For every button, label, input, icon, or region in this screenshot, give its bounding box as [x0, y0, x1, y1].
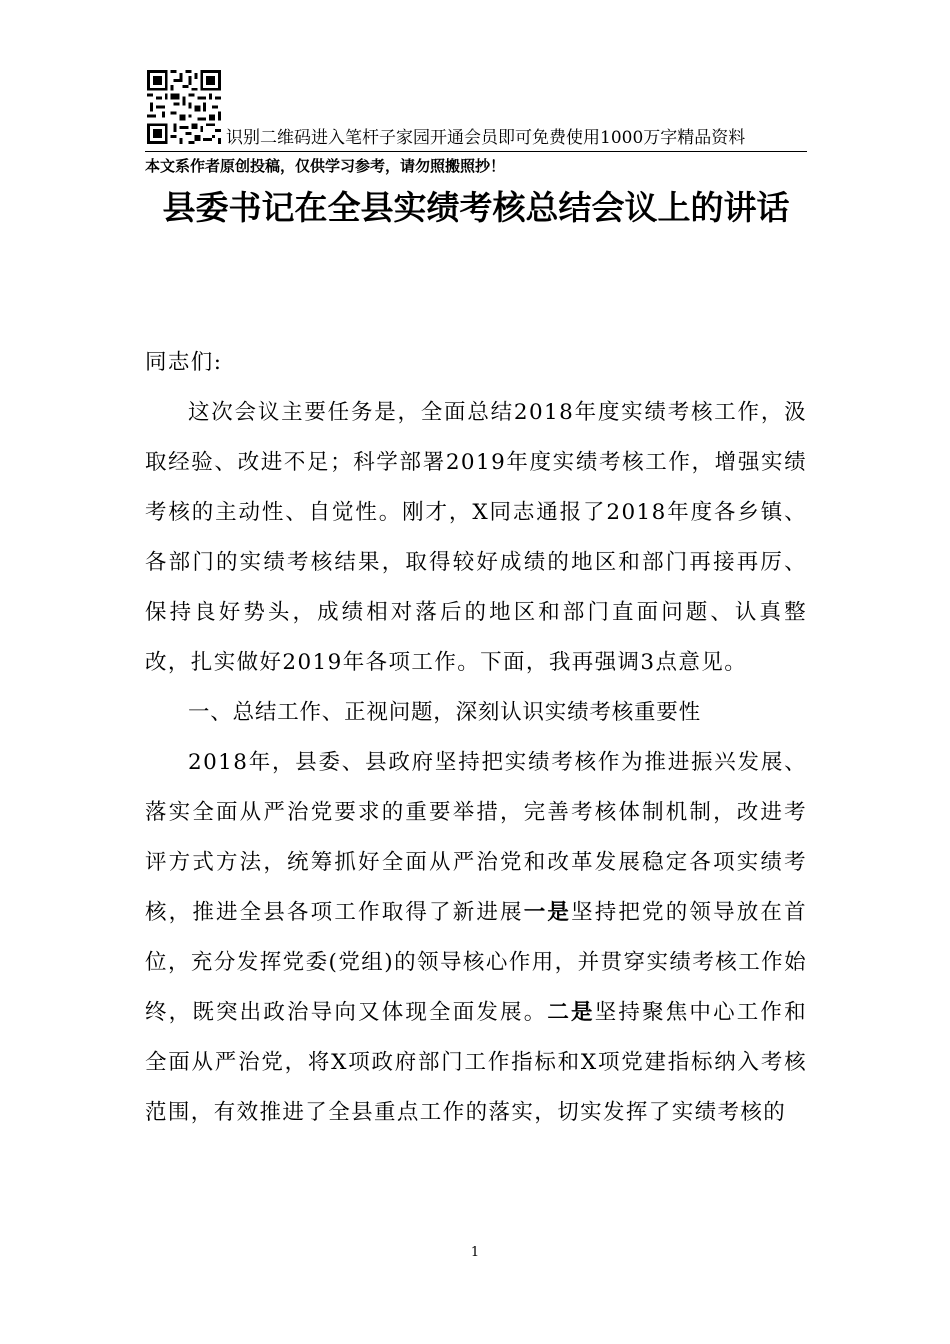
header-rule: [145, 151, 807, 152]
paragraph-summary-intro: 2018年，县委、县政府坚持把实绩考核作为推进振兴发展、落实全面从严治党要求的重要举措，完善考核体制机制，改进考评方式方法，统筹抓好全面从严治党和改革发展稳定各项实绩考核，推进全县各项工作取得了新进展: [145, 750, 807, 925]
point-label-1: 一是: [523, 900, 572, 925]
qr-code: [147, 70, 221, 144]
point-label-2: 二是: [547, 1000, 595, 1025]
paragraph-summary: [145, 738, 807, 1138]
document-title: 县委书记在全县实绩考核总结会议上的讲话: [162, 188, 790, 227]
point-text-1: 坚持把党的领导放在首位，充分发挥党委(党组)的领导核心作用，并贯穿实绩考核工作始终，既突出政治导向又体现全面发展。: [145, 900, 807, 1025]
greeting: 同志们:: [145, 350, 223, 375]
page-number: 1: [470, 1245, 480, 1260]
document-body: [145, 338, 807, 1138]
section-heading-1: 一、总结工作、正视问题，深刻认识实绩考核重要性: [188, 700, 701, 725]
disclaimer-text: 本文系作者原创投稿，仅供学习参考，请勿照搬照抄！: [145, 157, 506, 175]
point-text-2: 坚持聚焦中心工作和全面从严治党，将X项政府部门工作指标和X项党建指标纳入考核范围，有效推进了全县重点工作的落实，切实发挥了实绩考核的: [145, 1000, 807, 1125]
paragraph-intro: 这次会议主要任务是，全面总结2018年度实绩考核工作，汲取经验、改进不足；科学部署2019年度实绩考核工作，增强实绩考核的主动性、自觉性。刚才，X同志通报了2018年度各乡镇、各部门的实绩考核结果，取得较好成绩的地区和部门再接再厉、保持良好势头，成绩相对落后的地区和部门直面问题、认真整改，扎实做好2019年各项工作。下面，我再强调3点意见。: [145, 400, 807, 675]
header-note: 识别二维码进入笔杆子家园开通会员即可免费使用1000万字精品资料: [226, 128, 746, 148]
